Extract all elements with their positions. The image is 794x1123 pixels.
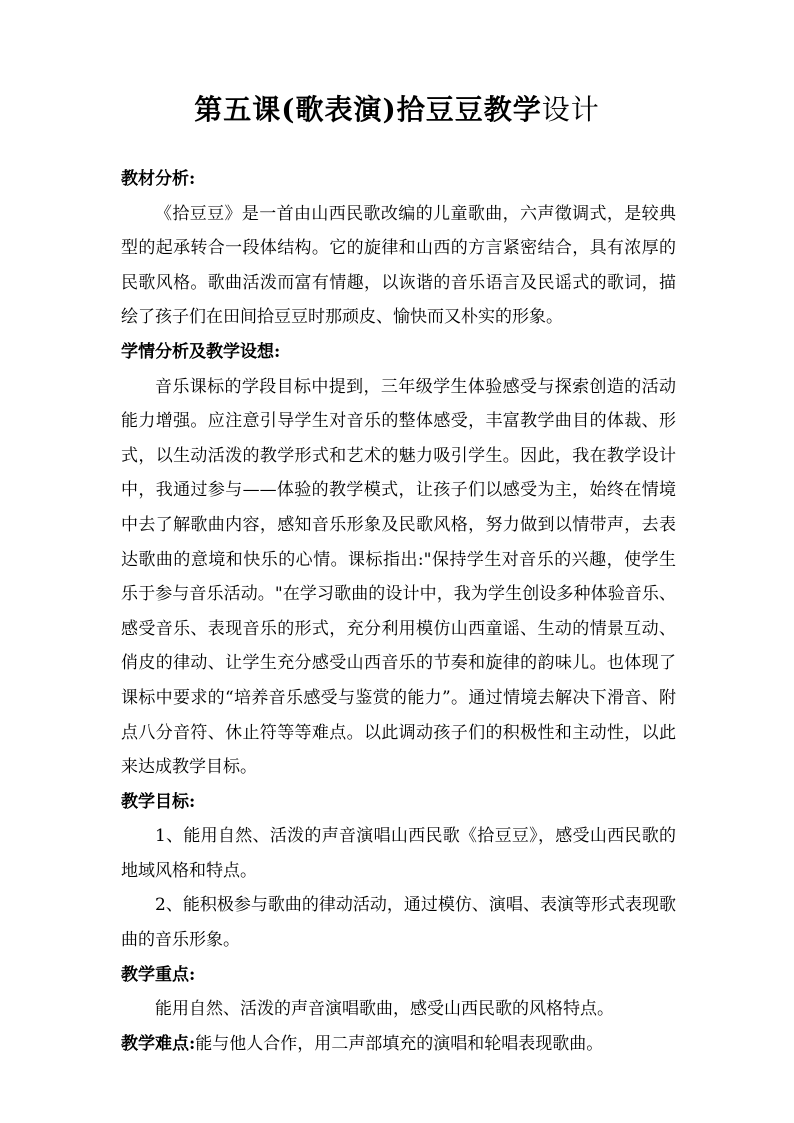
goal-item-2: 2、能积极参与歌曲的律动活动，通过模仿、演唱、表演等形式表现歌曲的音乐形象。 xyxy=(121,895,676,951)
goal-item-1: 1、能用自然、活泼的声音演唱山西民歌《拾豆豆》，感受山西民歌的地域风格和特点。 xyxy=(121,826,676,881)
paragraph-key-points: 能用自然、活泼的声音演唱歌曲，感受山西民歌的风格特点。 xyxy=(155,999,614,1020)
title-main: 第五课(歌表演)拾豆豆教学 xyxy=(194,93,542,126)
heading-teaching-goals: 教学目标: xyxy=(121,791,196,812)
paragraph-material-analysis: 《拾豆豆》是一首由山西民歌改编的儿童歌曲，六声徵调式，是较典型的起承转合一段体结构。它的旋律和山西的方言紧密结合，具有浓厚的民歌风格。歌曲活泼而富有情趣，以诙谐的音乐语言及民谣式的歌词，描绘了孩子们在田间拾豆豆时那顽皮、愉快而又朴实的形象。 xyxy=(121,203,676,328)
paragraph-learning-analysis: 音乐课标的学段目标中提到，三年级学生体验感受与探索创造的活动能力增强。应注意引导学生对音乐的整体感受，丰富教学曲目的体裁、形式，以生动活泼的教学形式和艺术的魅力吸引学生。因此，我在教学设计中，我通过参与——体验的教学模式，让孩子们以感受为主，始终在情境中去了解歌曲内容，感知音乐形象及民歌风格，努力做到以情带声，去表达歌曲的意境和快乐的心情。课标指出:"保持学生对音乐的兴趣，使学生乐于参与音乐活动。"在学习歌曲的设计中，我为学生创设多种体验音乐、感受音乐、表现音乐的形式，充分利用模仿山西童谣、生动的情景互动、俏皮的律动、让学生充分感受山西音乐的节奏和旋律的韵味儿。也体现了课标中要求的“培养音乐感受与鉴赏的能力”。通过情境去解决下滑音、附点八分音符、休止符等等难点。以此调动孩子们的积极性和主动性，以此来达成教学目标。 xyxy=(121,376,676,778)
difficulty-label: 教学难点: xyxy=(121,1033,196,1054)
heading-material-analysis: 教材分析: xyxy=(121,169,196,189)
title-suffix: 设计 xyxy=(541,93,600,126)
difficulty-line xyxy=(121,1027,676,1062)
document-title xyxy=(0,90,794,130)
document-body xyxy=(121,162,676,1061)
heading-learning-analysis: 学情分析及教学设想: xyxy=(121,341,281,362)
difficulty-text: 能与他人合作，用二声部填充的演唱和轮唱表现歌曲。 xyxy=(195,1033,604,1054)
heading-key-points: 教学重点: xyxy=(121,964,196,985)
